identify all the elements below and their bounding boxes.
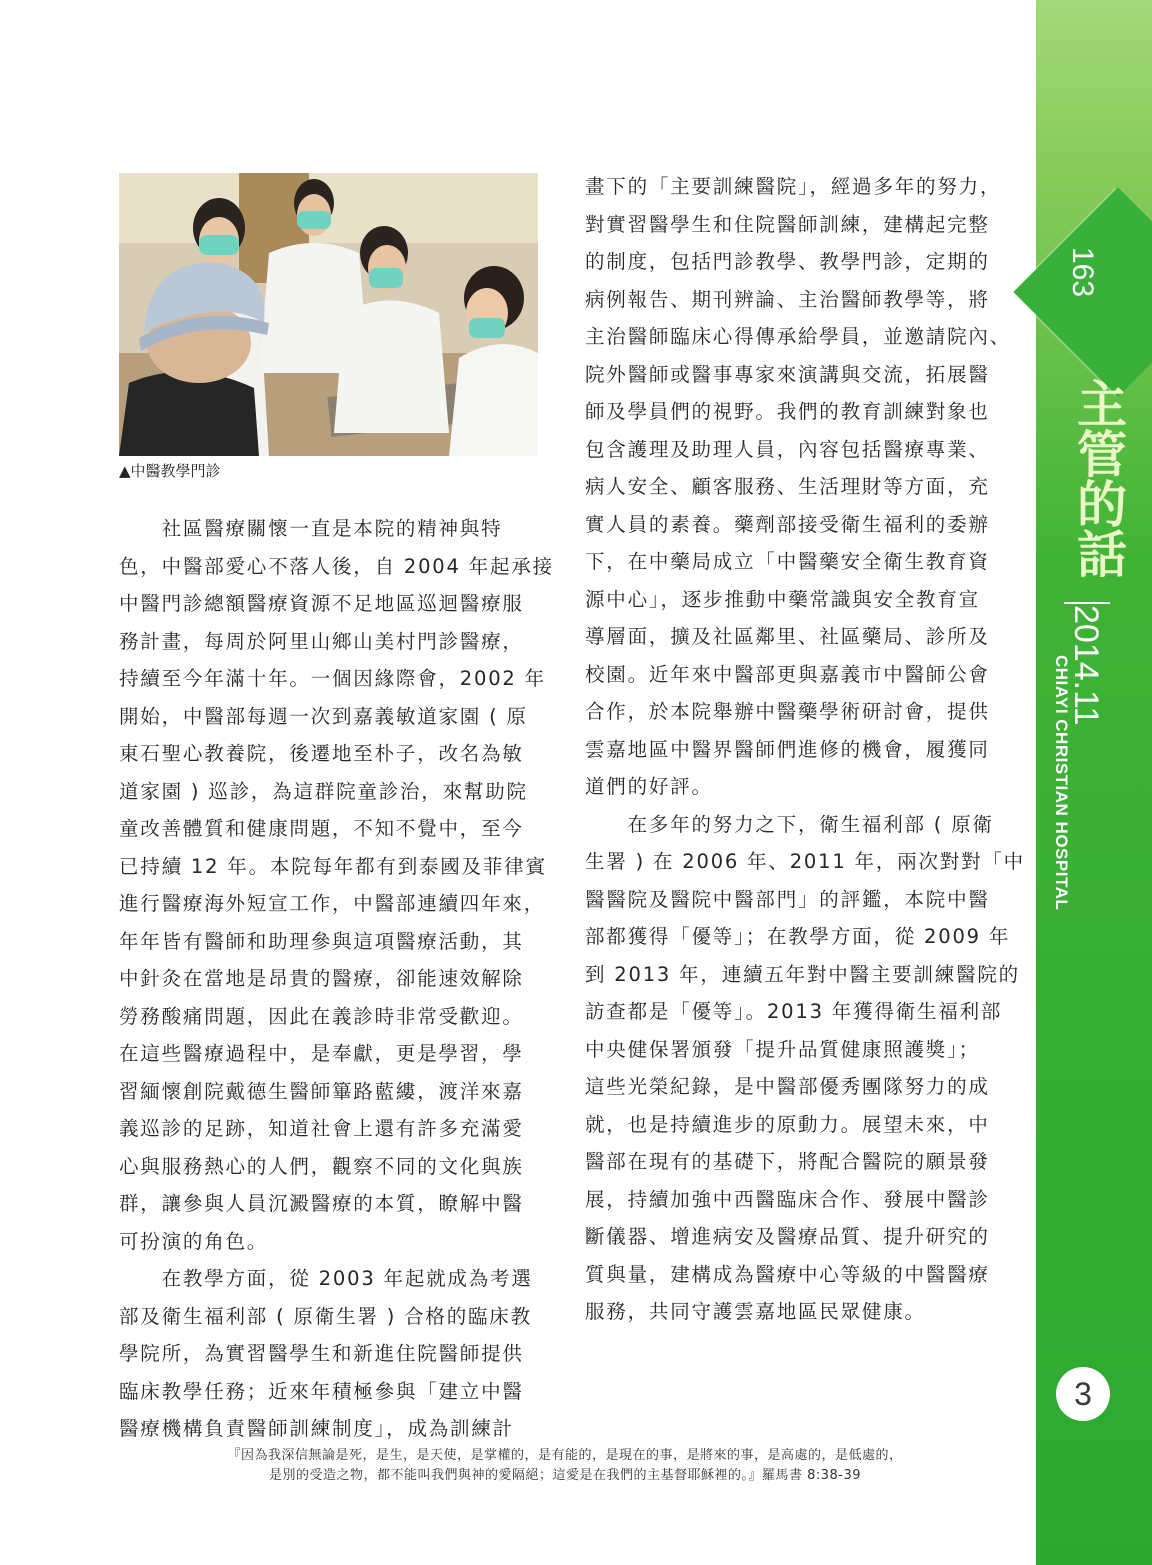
text-line: 病例報告、期刊辨論、主治醫師教學等，將 bbox=[585, 287, 990, 311]
footer-quote-line: 是別的受造之物，都不能叫我們與神的愛隔絕；這愛是在我們的主基督耶穌裡的。』羅馬書 8:38-39 bbox=[268, 1468, 862, 1483]
title-divider bbox=[1064, 602, 1110, 604]
text-line: 展，持續加強中西醫臨床合作、發展中醫診 bbox=[585, 1187, 990, 1211]
footer-quote bbox=[100, 1446, 1030, 1486]
text-line: 心與服務熱心的人們，觀察不同的文化與族 bbox=[119, 1154, 524, 1178]
text-line: 質與量，建構成為醫療中心等級的中醫醫療 bbox=[585, 1262, 990, 1286]
text-line: 到 2013 年，連續五年對中醫主要訓練醫院的 bbox=[585, 962, 1020, 986]
text-line: 部都獲得「優等」；在教學方面，從 2009 年 bbox=[585, 925, 1011, 948]
photo-caption: ▲中醫教學門診 bbox=[119, 462, 221, 480]
text-line: 已持續 12 年。本院每年都有到泰國及菲律賓 bbox=[119, 854, 547, 878]
text-line: 生署 ) 在 2006 年、2011 年，兩次對對「中 bbox=[585, 850, 1025, 873]
text-line: 校園。近年來中醫部更與嘉義市中醫師公會 bbox=[585, 662, 990, 686]
text-line: 斷儀器、增進病安及醫療品質、提升研究的 bbox=[585, 1225, 990, 1248]
text-line: 進行醫療海外短宣工作，中醫部連續四年來， bbox=[119, 892, 546, 915]
text-line: 主治醫師臨床心得傳承給學員，並邀請院內、 bbox=[585, 325, 1012, 348]
text-line: 社區醫療關懷一直是本院的精神與特 bbox=[119, 517, 503, 540]
text-line: 中醫門診總額醫療資源不足地區巡迴醫療服 bbox=[119, 592, 524, 615]
text-line: 習緬懷創院戴德生醫師篳路藍縷，渡洋來嘉 bbox=[119, 1079, 524, 1103]
text-line: 下，在中藥局成立「中醫藥安全衛生教育資 bbox=[585, 550, 990, 573]
text-line: 雲嘉地區中醫界醫師們進修的機會，履獲同 bbox=[585, 737, 990, 761]
text-line: 導層面，擴及社區鄰里、社區藥局、診所及 bbox=[585, 625, 990, 648]
text-line: 院外醫師或醫事專家來演講與交流，拓展醫 bbox=[585, 362, 990, 386]
text-line: 部及衛生福利部 ( 原衛生署 ) 合格的臨床教 bbox=[119, 1304, 532, 1328]
text-line: 道家園 ) 巡診，為這群院童診治，來幫助院 bbox=[119, 779, 528, 803]
text-line: 開始，中醫部每週一次到嘉義敏道家園 ( 原 bbox=[119, 704, 528, 728]
text-line: 務計畫，每周於阿里山鄉山美村門診醫療， bbox=[119, 629, 524, 653]
footer-quote-line: 『因為我深信無論是死，是生，是天使，是掌權的，是有能的，是現在的事，是將來的事，是高處的，是低處的， bbox=[227, 1448, 903, 1463]
text-line: 醫醫院及醫院中醫部門」的評鑑，本院中醫 bbox=[585, 887, 990, 911]
text-line: 醫療機構負責醫師訓練制度」，成為訓練計 bbox=[119, 1417, 514, 1440]
text-line: 實人員的素養。藥劑部接受衛生福利的委辦 bbox=[585, 512, 990, 536]
text-line: 臨床教學任務；近來年積極參與「建立中醫 bbox=[119, 1379, 524, 1403]
text-line: 義巡診的足跡，知道社會上還有許多充滿愛 bbox=[119, 1117, 524, 1140]
text-line: 持續至今年滿十年。一個因緣際會，2002 年 bbox=[119, 667, 546, 690]
text-line: 訪查都是「優等」。2013 年獲得衛生福利部 bbox=[585, 1000, 1003, 1023]
text-line: 道們的好評。 bbox=[585, 775, 713, 798]
text-line: 年年皆有醫師和助理參與這項醫療活動，其 bbox=[119, 929, 524, 953]
teaching-clinic-photo bbox=[119, 173, 538, 456]
text-line: 這些光榮紀錄，是中醫部優秀團隊努力的成 bbox=[585, 1075, 990, 1098]
text-line: 醫部在現有的基礎下，將配合醫院的願景發 bbox=[585, 1150, 990, 1173]
left-text-column bbox=[119, 510, 554, 1448]
text-line: 服務，共同守護雲嘉地區民眾健康。 bbox=[585, 1300, 926, 1323]
text-line: 色，中醫部愛心不落人後，自 2004 年起承接 bbox=[119, 554, 554, 578]
text-line: 源中心」，逐步推動中藥常識與安全教育宣 bbox=[585, 587, 980, 611]
text-line: 在教學方面，從 2003 年起就成為考選 bbox=[119, 1267, 533, 1290]
text-line: 對實習醫學生和住院醫師訓練，建構起完整 bbox=[585, 212, 990, 236]
text-line: 群，讓參與人員沉澱醫療的本質，瞭解中醫 bbox=[119, 1192, 524, 1215]
photo-illustration bbox=[119, 173, 538, 456]
issue-date: 2014.11 bbox=[1067, 605, 1105, 726]
text-line: 可扮演的角色。 bbox=[119, 1229, 269, 1253]
text-line: 東石聖心教養院，後遷地至朴子，改名為敏 bbox=[119, 742, 524, 765]
text-line: 合作，於本院舉辦中醫藥學術研討會，提供 bbox=[585, 700, 990, 723]
page-number: 3 bbox=[1056, 1367, 1110, 1421]
text-line: 中央健保署頒發「提升品質健康照護獎」； bbox=[585, 1037, 980, 1061]
text-line: 就，也是持續進步的原動力。展望未來，中 bbox=[585, 1112, 990, 1136]
text-line: 畫下的「主要訓練醫院」，經過多年的努力， bbox=[585, 175, 1002, 198]
text-line: 勞務酸痛問題，因此在義診時非常受歡迎。 bbox=[119, 1004, 524, 1028]
text-line: 的制度，包括門診教學、教學門診，定期的 bbox=[585, 250, 990, 273]
issue-number: 163 bbox=[1066, 246, 1099, 298]
hospital-name: CHIAYI CHRISTIAN HOSPITAL bbox=[1052, 655, 1071, 911]
text-line: 中針灸在當地是昂貴的醫療，卻能速效解除 bbox=[119, 967, 524, 990]
text-line: 包含護理及助理人員，內容包括醫療專業、 bbox=[585, 437, 990, 461]
text-line: 在多年的努力之下，衛生福利部 ( 原衛 bbox=[585, 812, 994, 836]
text-line: 童改善體質和健康問題，不知不覺中，至今 bbox=[119, 817, 524, 840]
text-line: 在這些醫療過程中，是奉獻，更是學習，學 bbox=[119, 1042, 524, 1065]
section-title: 主管的話 bbox=[1069, 378, 1127, 578]
text-line: 學院所，為實習醫學生和新進住院醫師提供 bbox=[119, 1342, 524, 1365]
text-line: 師及學員們的視野。我們的教育訓練對象也 bbox=[585, 400, 990, 423]
text-line: 病人安全、顧客服務、生活理財等方面，充 bbox=[585, 475, 990, 498]
right-text-column bbox=[585, 168, 1025, 1331]
